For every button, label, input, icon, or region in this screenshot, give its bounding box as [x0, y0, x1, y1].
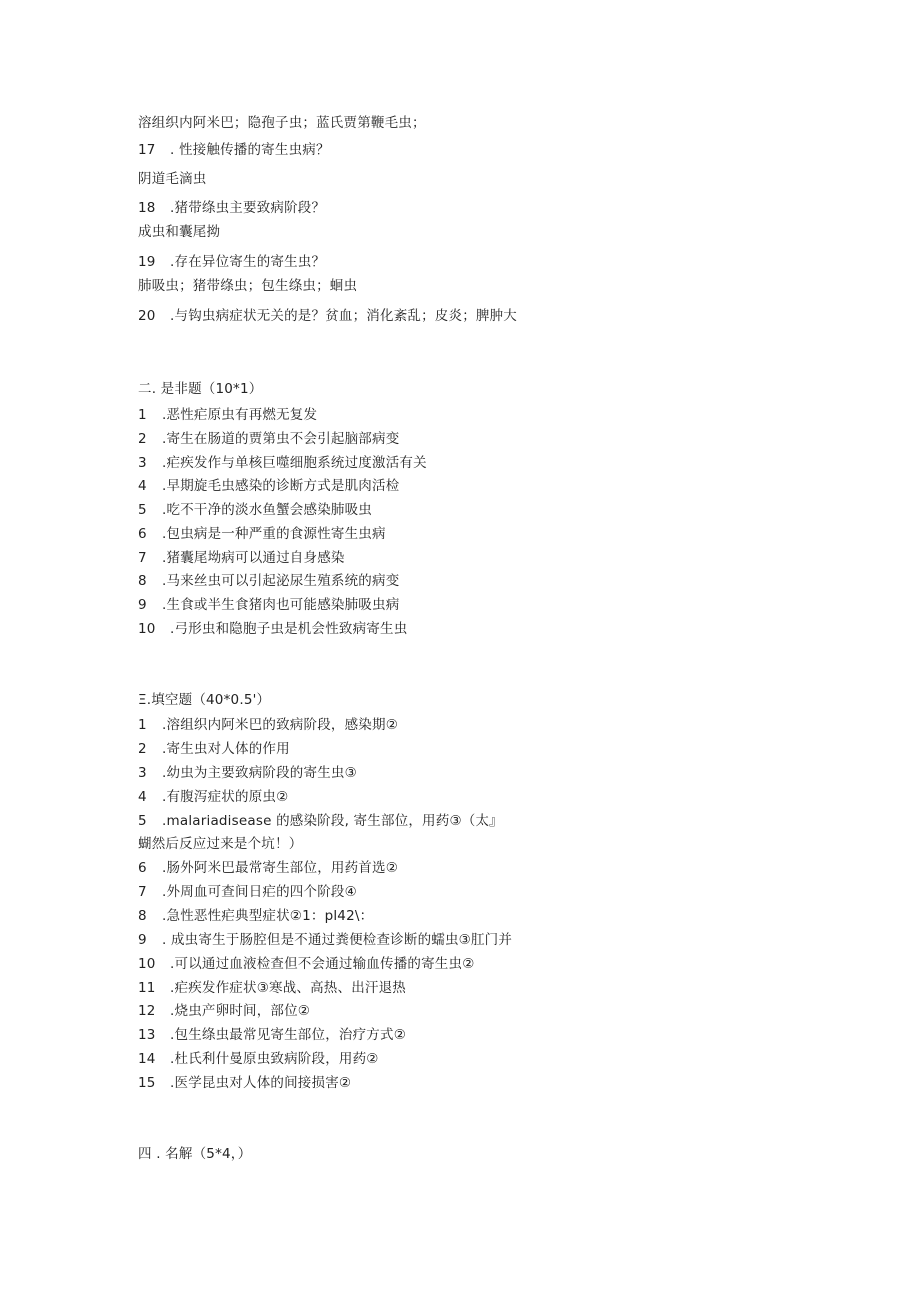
list-item: [138, 931, 512, 949]
item-text: .弓形虫和隐胞子虫是机会性致病寄生虫: [170, 621, 408, 637]
list-item: [138, 430, 399, 448]
list-item: [138, 549, 345, 567]
item-number: 10: [138, 621, 156, 637]
list-item: [138, 1002, 310, 1020]
list-item: [138, 812, 503, 830]
answer-17: 阴道毛滴虫: [138, 171, 207, 187]
question-19: [138, 253, 325, 271]
item-number: 9: [138, 597, 147, 613]
item-text: .可以通过血液检查但不会通过输血传播的寄生虫②: [170, 956, 475, 972]
list-item: [138, 907, 373, 925]
list-item: [138, 979, 406, 997]
item-number: 2: [138, 431, 147, 447]
item-number: 1: [138, 407, 147, 423]
item-number: 3: [138, 765, 147, 781]
item-number: 15: [138, 1075, 156, 1091]
item-number: 3: [138, 455, 147, 471]
item-text: .包生绦虫最常见寄生部位，治疗方式②: [170, 1027, 406, 1043]
item-number: 8: [138, 573, 147, 589]
list-item: [138, 1026, 406, 1044]
item-number: 1: [138, 717, 147, 733]
item-number: 14: [138, 1051, 156, 1067]
item-number: 9: [138, 932, 147, 948]
section-true-false-title: 二. 是非题（10*1）: [138, 381, 263, 397]
list-item: [138, 788, 288, 806]
item-number: 6: [138, 860, 147, 876]
item-text: .生食或半生食猪肉也可能感染肺吸虫病: [162, 597, 400, 613]
question-text: .存在异位寄生的寄生虫？: [170, 254, 326, 270]
answer-18: 成虫和囊尾拗: [138, 224, 221, 240]
list-item-continuation: 蝴然后反应过来是个坑！）: [138, 836, 303, 852]
list-item: [138, 716, 398, 734]
item-text: .马来丝虫可以引起泌尿生殖系统的病变: [162, 573, 400, 589]
item-number: 8: [138, 908, 147, 924]
item-text: .外周血可查间日疟的四个阶段④: [162, 884, 357, 900]
question-number: 19: [138, 254, 156, 270]
item-text: .寄生虫对人体的作用: [162, 741, 290, 757]
question-18: [138, 199, 325, 217]
item-text: .有腹泻症状的原虫②: [162, 789, 289, 805]
item-text: .malariadisease 的感染阶段, 寄生部位，用药③（太』: [162, 813, 503, 829]
question-17: [138, 141, 330, 159]
question-number: 20: [138, 308, 156, 324]
item-text: .烧虫产卵时间，部位②: [170, 1003, 311, 1019]
item-text: .溶组织内阿米巴的致病阶段，感染期②: [162, 717, 398, 733]
item-text: .寄生在肠道的贾第虫不会引起脑部病变: [162, 431, 400, 447]
item-text: .早期旋毛虫感染的诊断方式是肌肉活检: [162, 478, 400, 494]
item-text: .吃不干净的淡水鱼蟹会感染肺吸虫: [162, 502, 372, 518]
item-text: .肠外阿米巴最常寄生部位，用药首选②: [162, 860, 398, 876]
item-number: 13: [138, 1027, 156, 1043]
item-number: 7: [138, 550, 147, 566]
section-definitions-title: 四 . 名解（5*4，）: [138, 1146, 252, 1162]
item-text: . 成虫寄生于肠腔但是不通过粪便检查诊断的蠕虫③肛门并: [162, 932, 513, 948]
list-item: [138, 764, 357, 782]
item-number: 4: [138, 478, 147, 494]
item-text: .包虫病是一种严重的食源性寄生虫病: [162, 526, 386, 542]
item-number: 5: [138, 502, 147, 518]
list-item: [138, 1050, 379, 1068]
question-20: [138, 307, 517, 325]
question-text: . 性接触传播的寄生虫病？: [170, 142, 330, 158]
item-text: .疟疾发作与单核巨噬细胞系统过度激活有关: [162, 455, 427, 471]
item-number: 2: [138, 741, 147, 757]
item-number: 11: [138, 980, 156, 996]
list-item: [138, 406, 317, 424]
item-number: 6: [138, 526, 147, 542]
item-text: .猪囊尾坳病可以通过自身感染: [162, 550, 345, 566]
list-item: [138, 572, 399, 590]
item-text: .疟疾发作症状③寒战、高热、出汗退热: [170, 980, 406, 996]
item-number: 12: [138, 1003, 156, 1019]
item-number: 7: [138, 884, 147, 900]
item-number: 5: [138, 813, 147, 829]
section-fill-blank-title: Ξ.填空题（40*0.5'）: [138, 692, 271, 708]
list-item: [138, 955, 475, 973]
list-item: [138, 501, 372, 519]
question-number: 18: [138, 200, 156, 216]
list-item: [138, 1074, 351, 1092]
item-text: .幼虫为主要致病阶段的寄生虫③: [162, 765, 357, 781]
list-item: [138, 859, 398, 877]
item-text: .急性恶性疟典型症状②1：pl42\：: [162, 908, 374, 924]
item-text: .杜氏利什曼原虫致病阶段，用药②: [170, 1051, 379, 1067]
list-item: [138, 454, 427, 472]
continuation-line: 溶组织内阿米巴；隐孢子虫；蓝氏贾第鞭毛虫；: [138, 115, 426, 131]
answer-19: 肺吸虫；猪带绦虫；包生绦虫；蛔虫: [138, 278, 358, 294]
question-text: .与钩虫病症状无关的是？贫血；消化紊乱；皮炎；脾肿大: [170, 308, 517, 324]
item-number: 10: [138, 956, 156, 972]
item-text: .医学昆虫对人体的间接损害②: [170, 1075, 352, 1091]
list-item: [138, 596, 399, 614]
list-item: [138, 883, 357, 901]
list-item: [138, 525, 386, 543]
item-text: .恶性疟原虫有再燃无复发: [162, 407, 318, 423]
list-item: [138, 740, 290, 758]
list-item: [138, 477, 399, 495]
question-number: 17: [138, 142, 156, 158]
item-number: 4: [138, 789, 147, 805]
question-text: .猪带绦虫主要致病阶段？: [170, 200, 326, 216]
list-item: [138, 620, 407, 638]
